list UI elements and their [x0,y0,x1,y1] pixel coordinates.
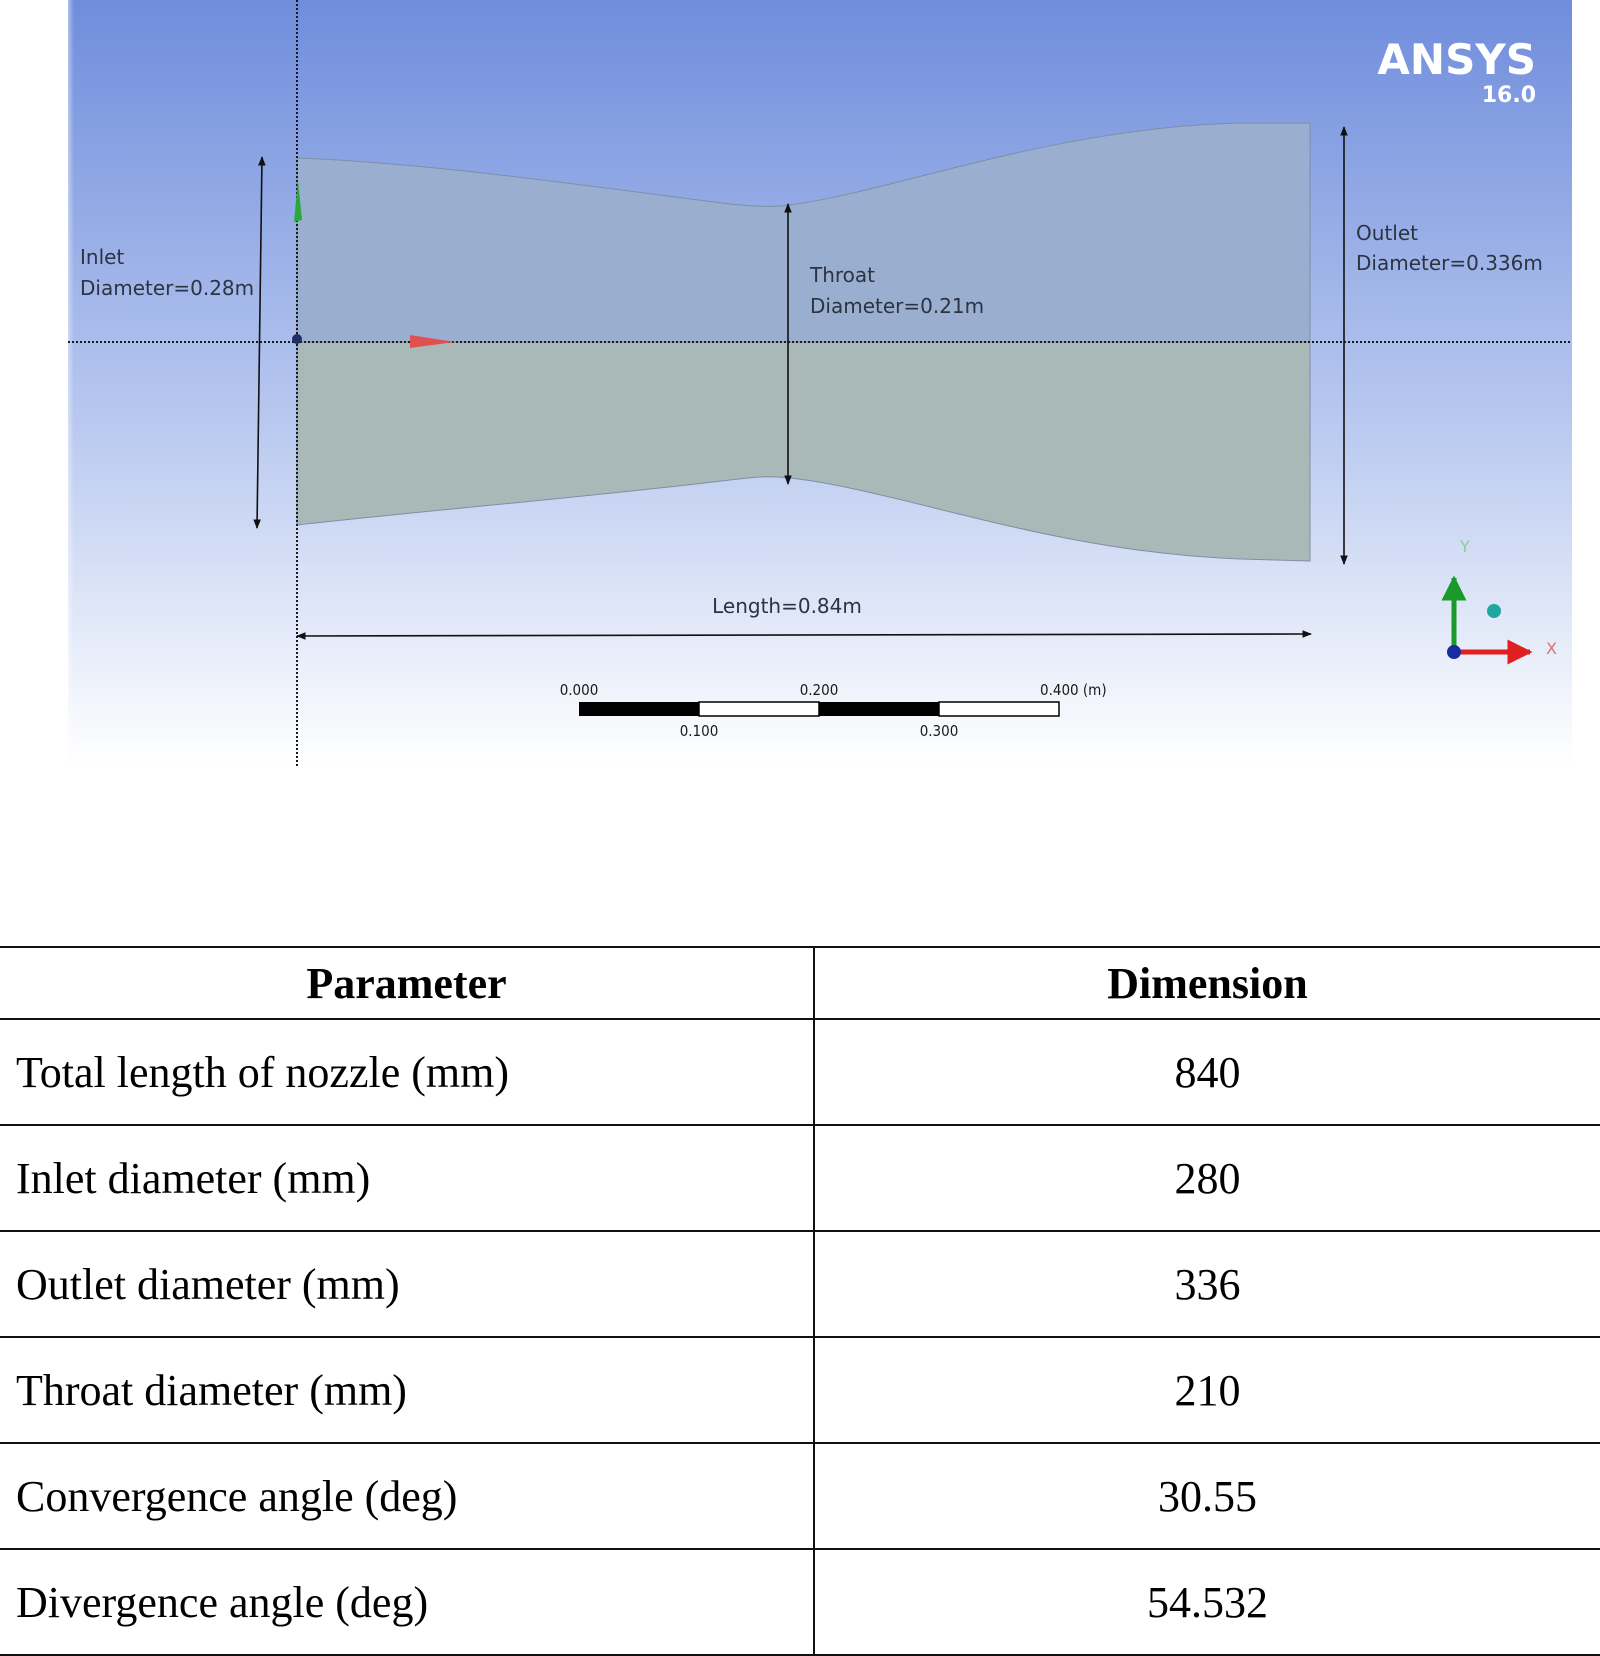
triad-isometric-ball [1487,604,1501,618]
cell-parameter: Inlet diameter (mm) [0,1125,814,1231]
cell-parameter: Convergence angle (deg) [0,1443,814,1549]
ansys-logo: ANSYS [1377,35,1536,84]
table-row [0,1019,1600,1125]
scale-tick-bottom-1: 0.300 [919,722,959,740]
throat-label-line2: Diameter=0.21m [810,294,985,318]
cell-dimension: 54.532 [814,1549,1600,1655]
inlet-label-line2: Diameter=0.28m [80,276,255,300]
outlet-label-line2: Diameter=0.336m [1356,251,1543,275]
cell-parameter: Throat diameter (mm) [0,1337,814,1443]
cell-dimension: 280 [814,1125,1600,1231]
cell-dimension: 210 [814,1337,1600,1443]
table-header-row [0,947,1600,1019]
cell-parameter: Total length of nozzle (mm) [0,1019,814,1125]
throat-label-line1: Throat [810,263,876,287]
cell-dimension: 840 [814,1019,1600,1125]
scale-tick-bottom-0: 0.100 [679,722,719,740]
scale-segment-2 [699,702,819,716]
scale-tick-top-0: 0.000 [559,681,599,699]
triad-y-label: Y [1460,537,1470,556]
nozzle-parameters-table [0,946,1600,1656]
header-parameter: Parameter [0,947,814,1019]
cell-dimension: 30.55 [814,1443,1600,1549]
header-dimension: Dimension [814,947,1600,1019]
viewport-fade-left [60,0,74,765]
scale-segment-4 [939,702,1059,716]
cell-parameter: Outlet diameter (mm) [0,1231,814,1337]
scale-tick-top-1: 0.200 [799,681,839,699]
triad-x-label: X [1546,639,1557,658]
table-row [0,1337,1600,1443]
cell-parameter: Divergence angle (deg) [0,1549,814,1655]
triad-z-origin [1447,645,1461,659]
table-row [0,1125,1600,1231]
origin-point [292,334,302,344]
length-label: Length=0.84m [712,594,862,618]
ansys-version: 16.0 [1481,83,1536,108]
table-row [0,1231,1600,1337]
cell-dimension: 336 [814,1231,1600,1337]
outlet-label-line1: Outlet [1356,221,1418,245]
scale-segment-1 [579,702,699,716]
nozzle-diagram [0,0,1600,800]
ansys-geometry-viewport [0,0,1600,800]
scale-segment-3 [819,702,939,716]
table-row [0,1443,1600,1549]
scale-tick-top-2: 0.400 (m) [1040,681,1107,699]
table-row [0,1549,1600,1655]
inlet-label-line1: Inlet [80,245,125,269]
